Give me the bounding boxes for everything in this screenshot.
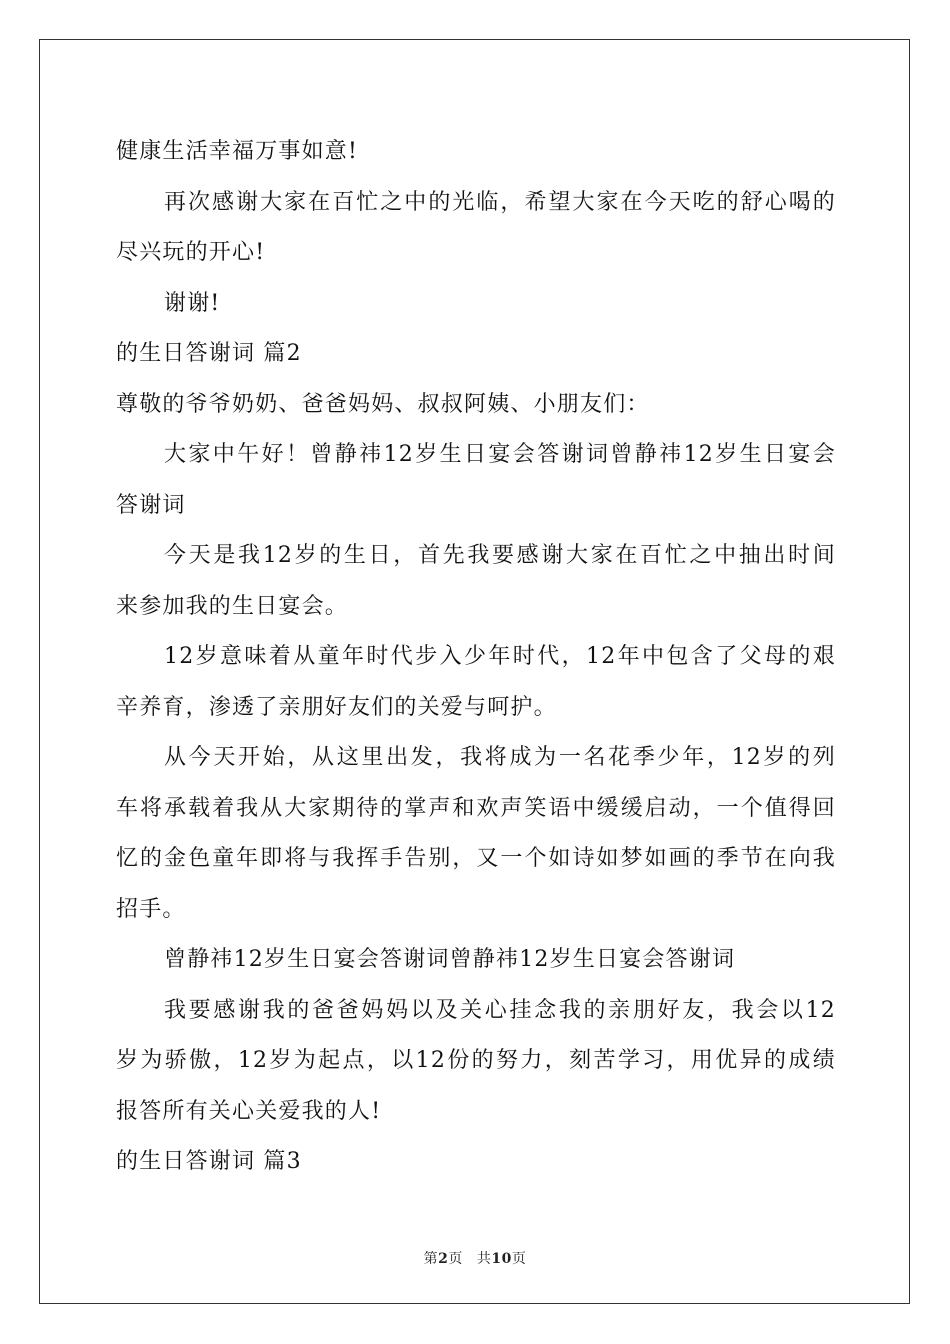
- text-line: 车将承载着我从大家期待的掌声和欢声笑语中缓缓启动，一个值得回: [116, 795, 836, 821]
- text-line: 答谢词: [116, 492, 186, 518]
- text-line: 今天是我12岁的生日，首先我要感谢大家在百忙之中抽出时间: [164, 543, 836, 568]
- text-line: 忆的金色童年即将与我挥手告别，又一个如诗如梦如画的季节在向我: [116, 846, 836, 871]
- text-line: 健康生活幸福万事如意!: [116, 139, 359, 164]
- footer-total-prefix: 共: [476, 1251, 492, 1267]
- text-line: 的生日答谢词 篇2: [116, 341, 302, 366]
- footer-total-suffix: 页: [511, 1251, 527, 1267]
- document-body: [116, 127, 836, 1188]
- text-line: 尽兴玩的开心!: [116, 240, 266, 265]
- footer-current-page: 2: [438, 1251, 449, 1267]
- footer-page-suffix: 页: [448, 1251, 463, 1267]
- text-line: 招手。: [116, 896, 186, 922]
- text-line: 大家中午好！曾静祎12岁生日宴会答谢词曾静祎12岁生日宴会: [164, 442, 836, 467]
- text-line: 尊敬的爷爷奶奶、爸爸妈妈、叔叔阿姨、小朋友们：: [116, 391, 650, 417]
- text-line: 再次感谢大家在百忙之中的光临，希望大家在今天吃的舒心喝的: [164, 189, 836, 215]
- text-line: 来参加我的生日宴会。: [116, 593, 349, 619]
- footer-prefix: 第: [423, 1251, 439, 1267]
- text-line: 岁为骄傲，12岁为起点，以12份的努力，刻苦学习，用优异的成绩: [116, 1048, 836, 1073]
- text-line: 从今天开始，从这里出发，我将成为一名花季少年，12岁的列: [164, 745, 836, 770]
- text-line: 辛养育，渗透了亲朋好友们的关爱与呵护。: [116, 694, 557, 720]
- text-line: 我要感谢我的爸爸妈妈以及关心挂念我的亲朋好友，我会以12: [164, 997, 836, 1023]
- footer-total-pages: 10: [491, 1251, 512, 1267]
- text-line: 的生日答谢词 篇3: [116, 1149, 302, 1174]
- text-line: 12岁意味着从童年时代步入少年时代，12年中包含了父母的艰: [164, 644, 836, 669]
- text-line: 谢谢!: [164, 290, 221, 316]
- text-line: 报答所有关心关爱我的人!: [116, 1098, 382, 1124]
- text-line: 曾静祎12岁生日宴会答谢词曾静祎12岁生日宴会答谢词: [164, 947, 736, 972]
- page-footer: [0, 1248, 950, 1268]
